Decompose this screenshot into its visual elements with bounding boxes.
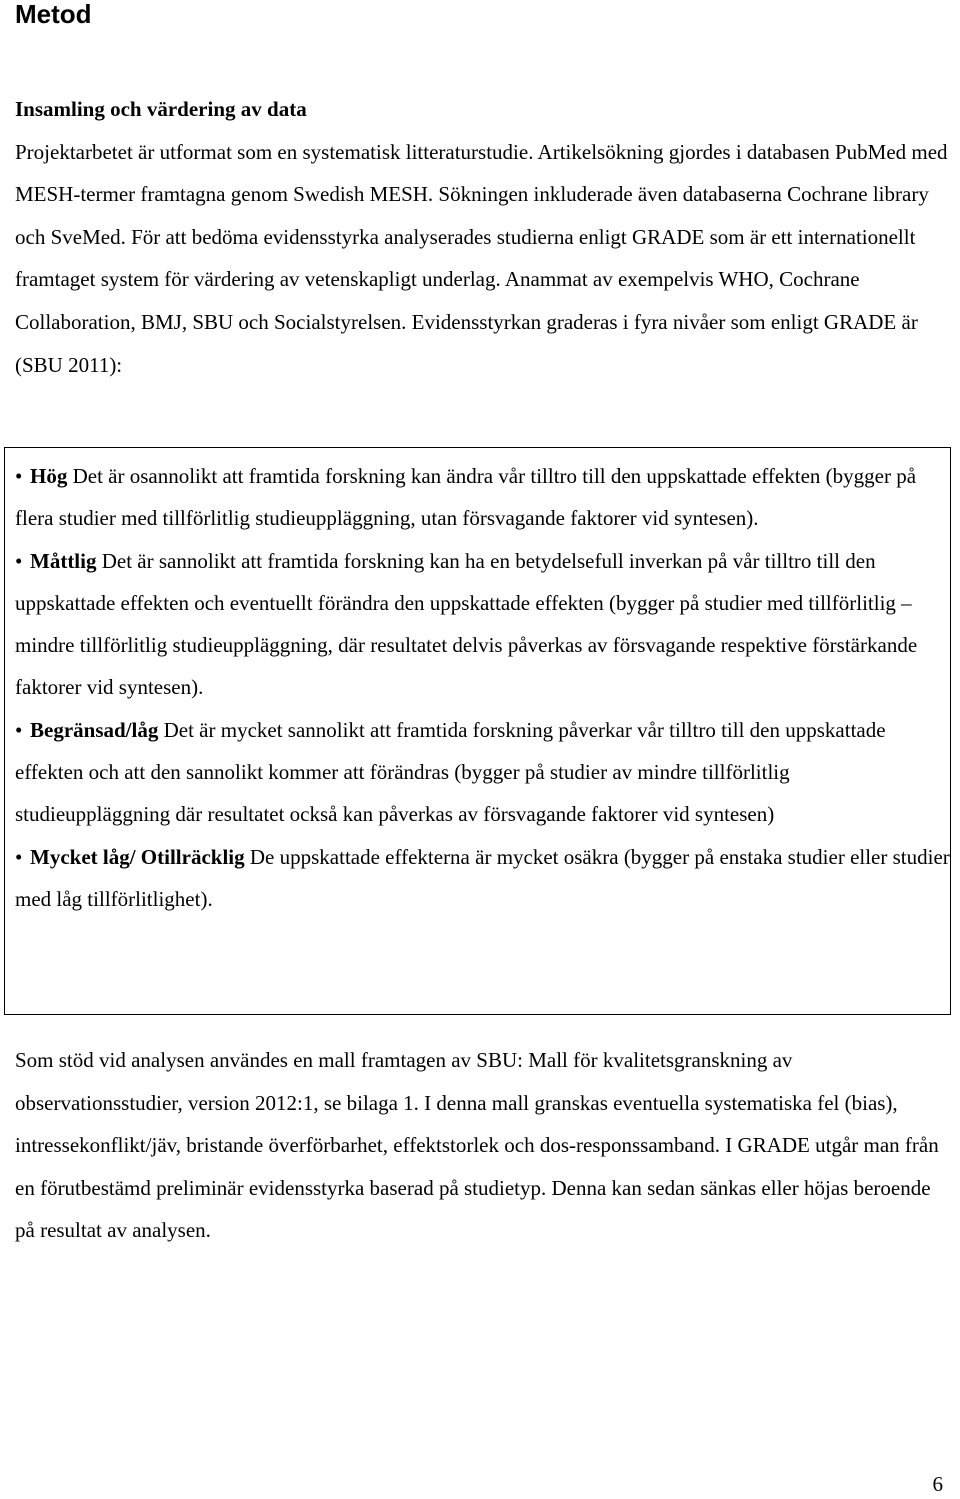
evidence-levels-list [15, 455, 950, 920]
bullet-icon: • [15, 464, 23, 488]
page-number: 6 [932, 1472, 943, 1496]
evidence-level-term: Mycket låg/ Otillräcklig [30, 844, 245, 869]
bullet-icon: • [15, 717, 23, 742]
evidence-level-item [15, 455, 950, 540]
evidence-level-description: Det är sannolikt att framtida forskning kan ha en betydelsefull inverkan på vår tilltro till den uppskattade effekten och eventuellt förändra den uppskattade effekten (bygger på studier med tillförlitlig – mindre tillförlitlig studieuppläggning, där resultatet delvis påverkas av försvagande respektive förstärkande faktorer vid syntesen). [15, 548, 918, 700]
method-paragraph: Projektarbetet är utformat som en systematisk litteraturstudie. Artikelsökning gjordes i databasen PubMed med MESH-termer framtagna genom Swedish MESH. Sökningen inkluderade även databaserna Cochrane library och SveMed. För att bedöma evidensstyrka analyserades studierna enligt GRADE som är ett internationellt framtaget system för värdering av vetenskapligt underlag. Anammat av exempelvis WHO, Cochrane Collaboration, BMJ, SBU och Socialstyrelsen. Evidensstyrkan graderas i fyra nivåer som enligt GRADE är (SBU 2011): [15, 139, 948, 377]
bullet-icon: • [15, 844, 23, 869]
evidence-level-item [15, 709, 950, 836]
analysis-section [15, 1039, 950, 1252]
evidence-level-description: De uppskattade effekterna är mycket osäkra (bygger på enstaka studier eller studier med låg tillförlitlighet). [15, 844, 950, 911]
evidence-level-description: Det är osannolikt att framtida forskning kan ändra vår tilltro till den uppskattade effekten (bygger på flera studier med tillförlitlig studieuppläggning, utan försvagande faktorer vid syntesen). [15, 464, 917, 531]
evidence-level-term: Hög [30, 464, 68, 488]
section-heading: Insamling och värdering av data [15, 97, 307, 121]
data-collection-section [15, 88, 950, 386]
evidence-level-item [15, 836, 950, 921]
evidence-level-description: Det är mycket sannolikt att framtida forskning påverkar vår tilltro till den uppskattade effekten och att den sannolikt kommer att förändras (bygger på studier av mindre tillförlitlig studieuppläggning där resultatet också kan påverkas av försvagande faktorer vid syntesen) [15, 717, 886, 827]
page-title: Metod [15, 0, 92, 29]
evidence-level-term: Begränsad/låg [30, 717, 159, 742]
bullet-icon: • [15, 548, 23, 573]
evidence-level-item [15, 540, 950, 709]
analysis-paragraph: Som stöd vid analysen användes en mall framtagen av SBU: Mall för kvalitetsgranskning av observationsstudier, version 2012:1, se bilaga 1. I denna mall granskas eventuella systematiska fel (bias), intressekonflikt/jäv, bristande överförbarhet, effektstorlek och dos-responssamband. I GRADE utgår man från en förutbestämd preliminär evidensstyrka baserad på studietyp. Denna kan sedan sänkas eller höjas beroende på resultat av analysen. [15, 1048, 939, 1243]
evidence-level-term: Måttlig [30, 548, 97, 573]
